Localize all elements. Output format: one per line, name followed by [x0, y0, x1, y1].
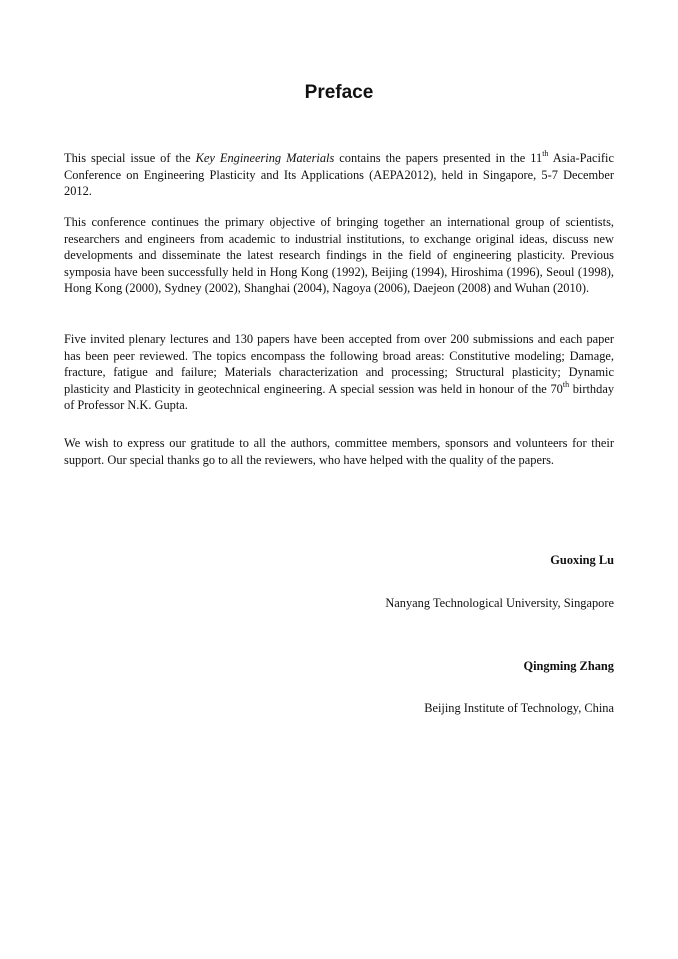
ordinal-suffix: th — [562, 379, 570, 389]
topics-paragraph — [64, 331, 614, 414]
intro-text-middle: contains the papers presented in the 11 — [334, 151, 543, 165]
signatory-affiliation: Nanyang Technological University, Singapore — [385, 596, 614, 610]
intro-paragraph — [64, 150, 614, 200]
intro-text-end: Asia-Pacific Conference on Engineering Plasticity and Its Applications (AEPA2012), held in Singapore, 5-7 December 2012. — [64, 151, 614, 199]
signatory-affiliation: Beijing Institute of Technology, China — [424, 701, 614, 715]
acknowledgement-paragraph: We wish to express our gratitude to all the authors, committee members, sponsors and volunteers for their support. Our special thanks go to all the reviewers, who have helped with the quality of the papers. — [64, 436, 614, 467]
topics-text-start: Five invited plenary lectures and 130 papers have been accepted from over 200 submissions and each paper has been peer reviewed. The topics encompass the following broad areas: Constitutive modeling; Damage, fracture, fatigue and failure; Materials characterization and processing; Structural plasticity; Dynamic plasticity and Plasticity in geotechnical engineering. A special session was held in honour of the 70 — [64, 332, 614, 396]
page-title: Preface — [304, 82, 374, 103]
conference-paragraph: This conference continues the primary objective of bringing together an international group of scientists, researchers and engineers from academic to industrial institutions, to exchange original ideas, discuss new developments and disseminate the latest research findings in the field of engineering plasticity. Previous symposia have been successfully held in Hong Kong (1992), Beijing (1994), Hiroshima (1996), Seoul (1998), Hong Kong (2000), Sydney (2002), Shanghai (2004), Nagoya (2006), Daejeon (2008) and Wuhan (2010). — [64, 215, 614, 296]
signatory-name: Guoxing Lu — [550, 553, 614, 567]
signatory-name: Qingming Zhang — [523, 659, 614, 673]
journal-name: Key Engineering Materials — [195, 151, 335, 165]
intro-text-start: This special issue of the — [64, 151, 196, 165]
ordinal-suffix: th — [542, 148, 549, 158]
topics-text-end: birthday of Professor N.K. Gupta. — [64, 381, 615, 413]
